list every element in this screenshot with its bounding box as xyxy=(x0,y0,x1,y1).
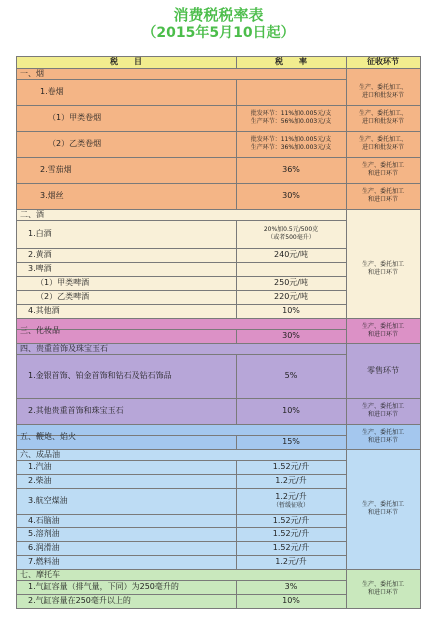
section-heading-oil: 六、成品油 xyxy=(20,449,60,459)
row-fuel-oil: 7.燃料油 xyxy=(28,557,60,566)
rate-fuel-oil: 1.2元/升 xyxy=(275,557,307,566)
stage-cigarette: 生产、委托加工、 进口和批发环节 xyxy=(358,84,407,99)
rate-cosmetics: 30% xyxy=(282,331,300,340)
row-beer-class-b: （2）乙类啤酒 xyxy=(36,292,90,301)
row-cigarette: 1.卷烟 xyxy=(40,87,64,96)
section-heading-motorcycle: 七、摩托车 xyxy=(20,569,60,579)
rate-baijiu: 20%加0.5元/500克 （或者500毫升） xyxy=(263,226,319,241)
rate-beer-class-b: 220元/吨 xyxy=(274,292,308,301)
rate-naphtha: 1.52元/升 xyxy=(272,515,310,525)
rate-jet-fuel: 1.2元/升 （暂缓征收） xyxy=(272,492,309,509)
header-item: 税 目 xyxy=(110,57,142,66)
row-huangjiu: 2.黄酒 xyxy=(28,250,52,259)
rate-gasoline: 1.52元/升 xyxy=(272,462,310,471)
header-rate: 税 率 xyxy=(275,57,307,66)
rate-motorcycle-over-250: 10% xyxy=(282,596,300,605)
row-other-jewelry: 2.其他贵重首饰和珠宝玉石 xyxy=(28,406,124,415)
row-beer-class-a: （1）甲类啤酒 xyxy=(36,278,90,287)
row-gasoline: 1.汽油 xyxy=(28,462,52,471)
rate-gold-jewelry: 5% xyxy=(284,371,298,380)
rate-class-a-cigarette: 批发环节：11%加0.005元/支 生产环节：56%加0.003元/支 xyxy=(250,110,332,125)
rate-other-jewelry: 10% xyxy=(282,406,300,415)
header-stage: 征收环节 xyxy=(367,57,399,66)
rate-motorcycle-250: 3% xyxy=(284,582,298,591)
row-class-b-cigarette: （2）乙类卷烟 xyxy=(48,139,102,148)
rate-class-b-cigarette: 批发环节：11%加0.005元/支 生产环节：36%加0.003元/支 xyxy=(250,136,332,151)
stage-cut-tobacco: 生产、委托加工 和进口环节 xyxy=(361,188,404,203)
stage-liquor: 生产、委托加工 和进口环节 xyxy=(361,261,404,276)
rate-lubricant: 1.52元/升 xyxy=(272,543,310,552)
rate-diesel: 1.2元/升 xyxy=(275,476,307,485)
rate-beer-class-a: 250元/吨 xyxy=(274,278,308,287)
stage-motorcycle: 生产、委托加工 和进口环节 xyxy=(361,580,404,596)
section-heading-cosmetics: 三、化妆品 xyxy=(20,325,60,335)
page-title: 消费税税率表 xyxy=(173,6,264,24)
section-heading-jewelry: 四、贵重首饰及珠宝玉石 xyxy=(20,343,108,353)
stage-gold-jewelry: 零售环节 xyxy=(367,365,399,375)
rate-fireworks: 15% xyxy=(282,437,300,446)
row-cigar: 2.雪茄烟 xyxy=(40,165,72,174)
stage-other-jewelry: 生产、委托加工 和进口环节 xyxy=(361,403,404,418)
section-heading-fireworks: 五、鞭炮、焰火 xyxy=(20,431,76,441)
page-subtitle: （2015年5月10日起） xyxy=(142,25,295,41)
stage-class-b-cigarette: 生产、委托加工、 进口和批发环节 xyxy=(358,136,407,151)
row-cut-tobacco: 3.烟丝 xyxy=(40,191,64,200)
rate-cut-tobacco: 30% xyxy=(282,191,300,200)
row-class-a-cigarette: （1）甲类卷烟 xyxy=(48,113,102,122)
row-motorcycle-over-250: 2.气缸容量在250毫升以上的 xyxy=(28,596,131,605)
row-baijiu: 1.白酒 xyxy=(28,229,52,238)
row-gold-jewelry: 1.金银首饰、铂金首饰和钻石及钻石饰品 xyxy=(28,371,172,380)
stage-class-a-cigarette: 生产、委托加工、 进口和批发环节 xyxy=(358,110,407,125)
rate-other-liquor: 10% xyxy=(282,306,300,315)
row-naphtha: 4.石脑油 xyxy=(28,515,60,525)
stage-fireworks: 生产、委托加工 和进口环节 xyxy=(361,428,404,444)
rate-huangjiu: 240元/吨 xyxy=(274,250,308,259)
row-jet-fuel: 3.航空煤油 xyxy=(28,496,68,505)
section-heading-tobacco: 一、烟 xyxy=(20,68,44,78)
stage-cosmetics: 生产、委托加工 和进口环节 xyxy=(361,322,404,338)
row-motorcycle-250: 1.气缸容量（排气量，下同）为250毫升的 xyxy=(28,582,179,591)
row-diesel: 2.柴油 xyxy=(28,476,52,485)
row-other-liquor: 4.其他酒 xyxy=(28,306,60,315)
stage-cigar: 生产、委托加工 和进口环节 xyxy=(361,162,404,177)
rate-solvent-oil: 1.52元/升 xyxy=(272,529,310,538)
row-solvent-oil: 5.溶剂油 xyxy=(28,529,60,538)
row-beer: 3.啤酒 xyxy=(28,264,52,273)
row-lubricant: 6.润滑油 xyxy=(28,543,60,552)
section-heading-liquor: 二、酒 xyxy=(20,209,44,219)
rate-cigar: 36% xyxy=(282,165,300,174)
stage-oil: 生产、委托加工 和进口环节 xyxy=(361,501,404,516)
